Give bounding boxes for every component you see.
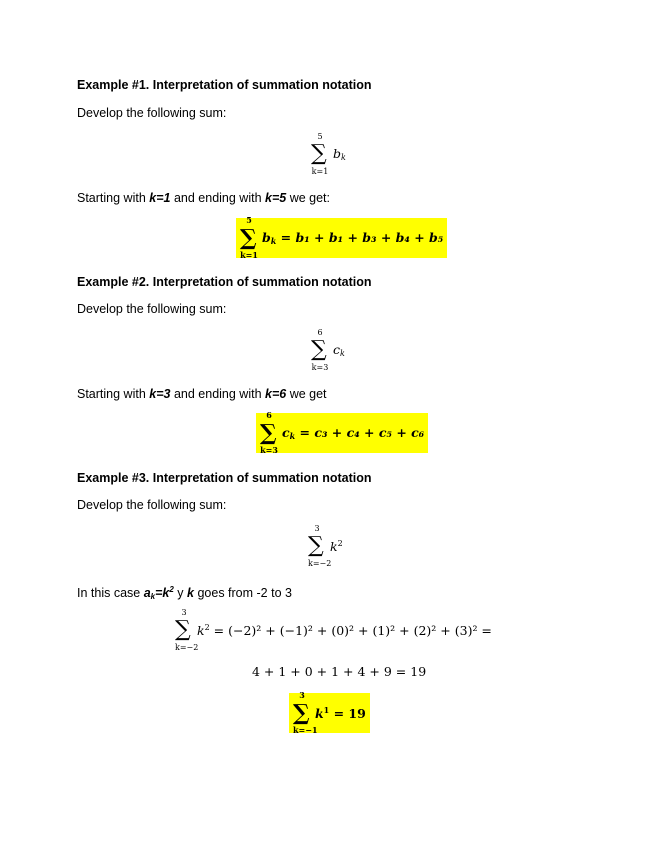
example1-bounds-text: Starting with k=1 and ending with k=5 we get: [77, 191, 330, 205]
summation-symbol: 5 ∑ k=1 [240, 215, 258, 260]
summation-symbol: 5 ∑ k=1 [311, 132, 329, 176]
example3-prompt: Develop the following sum: [77, 498, 227, 512]
summation-symbol: 3 ∑ k=−1 [293, 690, 318, 735]
example1-heading: Example #1. Interpretation of summation notation [77, 78, 372, 92]
summation-symbol: 6 ∑ k=3 [260, 410, 278, 455]
example2-sum-expression: 6 ∑ k=3 $c_k$ [311, 328, 345, 372]
example3-sum-expression: 3 ∑ k=−2 $k^2$ [308, 524, 343, 568]
summation-symbol: 3 ∑ k=−2 [175, 608, 199, 652]
example2-result-expression: 6 ∑ k=3 $c_k = c_3 + c_4 + c_5 + c_6$ [256, 413, 428, 453]
example3-heading: Example #3. Interpretation of summation notation [77, 471, 372, 485]
example2-bounds-text: Starting with k=3 and ending with k=6 we get [77, 387, 327, 401]
example1-sum-expression: 5 ∑ k=1 $b_k$ [311, 132, 346, 176]
example3-case-text: In this case $a_k=k^2$ y k goes from -2 to 3 [77, 585, 292, 601]
example2-heading: Example #2. Interpretation of summation notation [77, 275, 372, 289]
example3-result-expression: 3 ∑ k=−1 $k^1 = 19$ [289, 693, 370, 733]
example3-expansion: 3 ∑ k=−2 $k^2 = (-2)^2 + (-1)^2 + (0)^2 + (1)^2 + (2)^2 + (3)^2$ = [175, 608, 492, 652]
example3-arithmetic: 4 + 1 + 0 + 1 + 4 + 9 = 19 [252, 664, 427, 679]
example1-result-expression: 5 ∑ k=1 $b_k = b_1 + b_1 + b_3 + b_4 + b_5$ [236, 218, 447, 258]
summation-symbol: 3 ∑ k=−2 [308, 524, 332, 568]
example2-prompt: Develop the following sum: [77, 302, 227, 316]
example1-prompt: Develop the following sum: [77, 106, 227, 120]
summation-symbol: 6 ∑ k=3 [311, 328, 329, 372]
